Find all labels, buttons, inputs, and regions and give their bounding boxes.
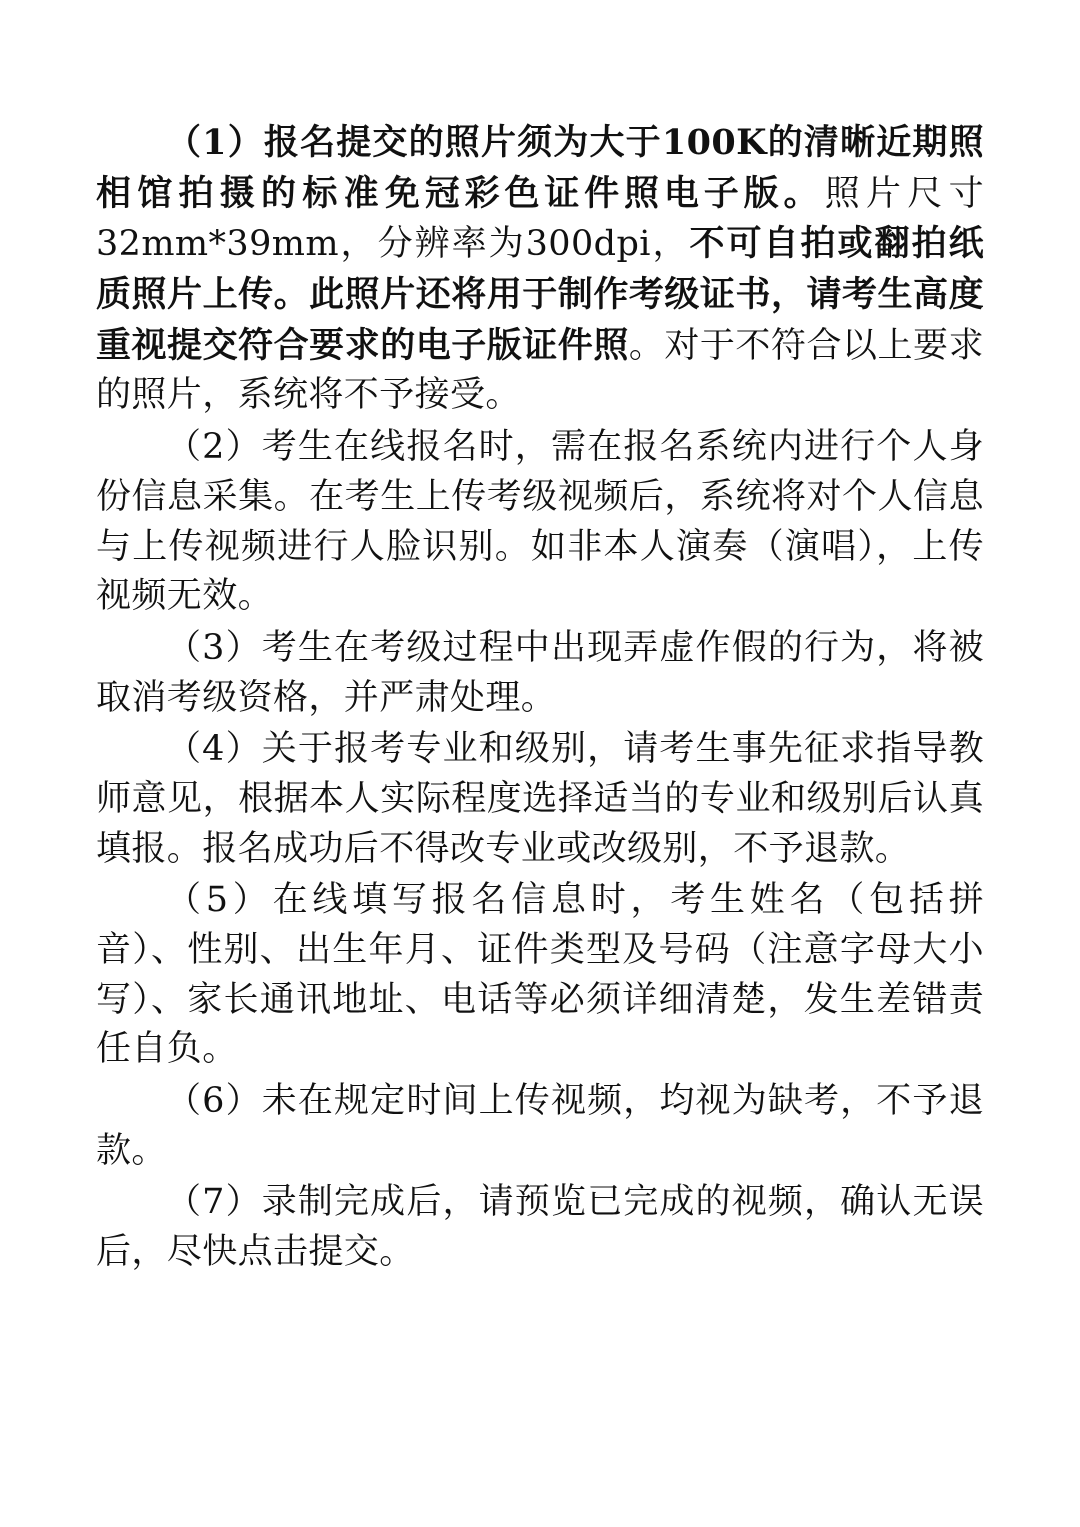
paragraph-run-emphasis: 免冠彩色证件照电子版: [384, 173, 784, 214]
paragraph-run-resolution: 300dpi: [525, 224, 651, 265]
list-marker: （4）: [166, 729, 262, 770]
paragraph-run-size: 100K: [661, 122, 767, 163]
paragraph-run-emphasis: 不可自拍或翻拍纸质照片上传。此照片还将用于制作考级证书，请考生高度重视提交符合要求的电子版证件照: [96, 223, 985, 366]
paragraph-run: ，: [650, 224, 690, 265]
paragraph-run: 关于报考专业和级别，请考生事先征求指导教师意见，根据本人实际程度选择适当的专业和级别后认真填报。报名成功后不得改专业或改级别，不予退款。: [96, 729, 984, 869]
list-marker: （2）: [166, 427, 262, 468]
paragraph-run: 报名提交的照片须为大于: [263, 122, 662, 163]
paragraph-item-5: [96, 876, 984, 1075]
list-marker: （6）: [166, 1081, 262, 1122]
paragraph-run: ，分辨率为: [338, 224, 526, 265]
paragraph-run: 在线填写报名信息时，考生姓名（包括拼音）、性别、出生年月、证件类型及号码（注意字母大小写）、家长通讯地址、电话等必须详细清楚，发生差错责任自负。: [96, 880, 985, 1070]
list-marker: （3）: [166, 627, 262, 668]
paragraph-run: 的清晰近期照相馆拍摄的标准: [96, 122, 984, 214]
paragraph-run: 考生在线报名时，需在报名系统内进行个人身份信息采集。在考生上传考级视频后，系统将对个人信息与上传视频进行人脸识别。如非本人演奏（演唱），上传视频无效。: [96, 427, 984, 617]
paragraph-item-6: [96, 1077, 984, 1176]
paragraph-run: 考生在考级过程中出现弄虚作假的行为，将被取消考级资格，并严肃处理。: [96, 627, 984, 718]
paragraph-item-3: [96, 624, 984, 723]
paragraph-item-7: [96, 1178, 984, 1277]
paragraph-run: 。对于不符合以上要求的照片，系统将不予接受。: [96, 325, 984, 416]
paragraph-run: 未在规定时间上传视频，均视为缺考，不予退款。: [96, 1081, 984, 1171]
document-body: [96, 118, 984, 1278]
paragraph-item-2: [96, 423, 984, 622]
list-marker: （7）: [166, 1182, 262, 1223]
paragraph-item-1: [96, 118, 984, 421]
paragraph-run: 照片尺寸: [824, 173, 984, 214]
paragraph-run: 录制完成后，请预览已完成的视频，确认无误后，尽快点击提交。: [96, 1182, 984, 1273]
list-marker: （5）: [166, 880, 273, 921]
paragraph-run-dimensions: 32mm*39mm: [96, 224, 339, 265]
paragraph-run: 。: [783, 172, 825, 214]
list-marker: （1）: [166, 122, 264, 163]
paragraph-item-4: [96, 725, 984, 874]
